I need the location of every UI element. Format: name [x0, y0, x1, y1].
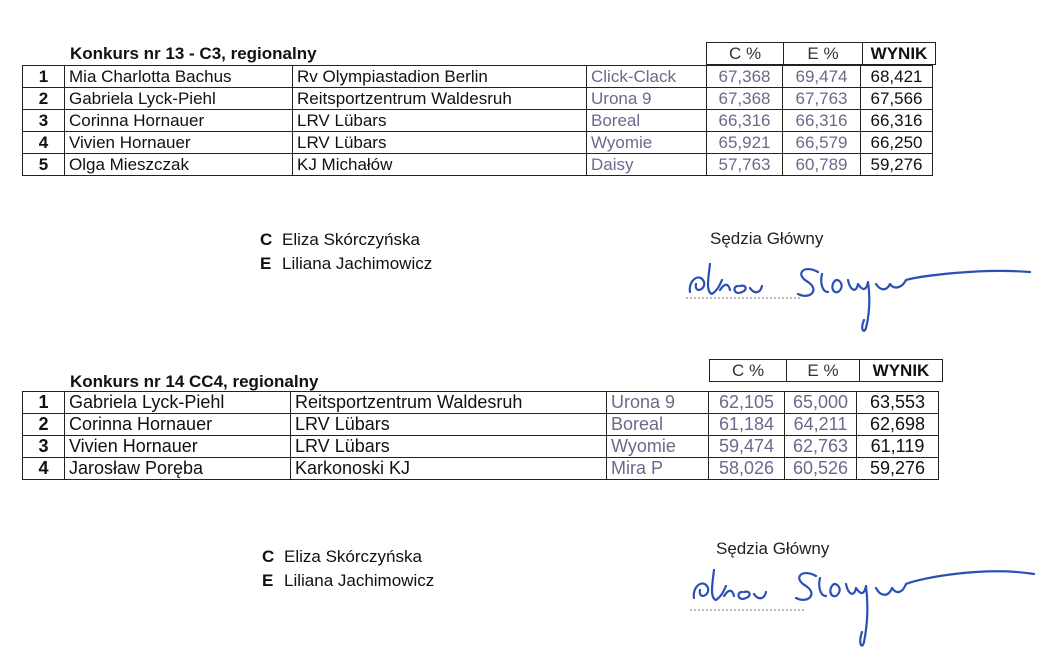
rider-cell: Corinna Hornauer: [65, 414, 291, 436]
table-row: [23, 88, 933, 110]
judge-c-letter: C: [262, 547, 275, 566]
judge-e-letter: E: [262, 571, 274, 590]
contest2-results-table: [22, 391, 939, 480]
contest2-signature: [684, 558, 1044, 658]
c-score-cell: 57,763: [707, 154, 783, 176]
rider-cell: Gabriela Lyck-Piehl: [65, 88, 293, 110]
judge-c-name: Eliza Skórczyńska: [282, 230, 420, 249]
result-cell: 62,698: [857, 414, 939, 436]
result-cell: 59,276: [861, 154, 933, 176]
c-score-cell: 67,368: [707, 66, 783, 88]
place-cell: 3: [23, 110, 65, 132]
result-cell: 66,250: [861, 132, 933, 154]
e-score-cell: 67,763: [783, 88, 861, 110]
table-row: [23, 154, 933, 176]
club-cell: LRV Lübars: [291, 414, 607, 436]
e-score-cell: 69,474: [783, 66, 861, 88]
judge-e-name: Liliana Jachimowicz: [282, 254, 433, 273]
contest1-signature: [680, 250, 1040, 340]
club-cell: Rv Olympiastadion Berlin: [293, 66, 587, 88]
club-cell: LRV Lübars: [293, 110, 587, 132]
contest2-title: Konkurs nr 14 CC4, regionalny: [70, 372, 319, 391]
place-cell: 4: [23, 458, 65, 480]
table-row: [23, 132, 933, 154]
table-row: [23, 414, 939, 436]
e-score-cell: 66,316: [783, 110, 861, 132]
e-score-cell: 60,789: [783, 154, 861, 176]
horse-cell: Wyomie: [607, 436, 709, 458]
contest2-header-result: WYNIK: [860, 360, 943, 382]
result-cell: 67,566: [861, 88, 933, 110]
c-score-cell: 61,184: [709, 414, 785, 436]
e-score-cell: 66,579: [783, 132, 861, 154]
contest1-judges: [260, 228, 432, 276]
rider-cell: Olga Mieszczak: [65, 154, 293, 176]
table-row: [23, 436, 939, 458]
contest1-header-e: E %: [784, 43, 863, 65]
rider-cell: Vivien Hornauer: [65, 132, 293, 154]
e-score-cell: 60,526: [785, 458, 857, 480]
place-cell: 3: [23, 436, 65, 458]
club-cell: Reitsportzentrum Waldesruh: [291, 392, 607, 414]
contest1-title: Konkurs nr 13 - C3, regionalny: [70, 44, 317, 63]
place-cell: 2: [23, 414, 65, 436]
result-cell: 63,553: [857, 392, 939, 414]
contest1-header-c: C %: [707, 43, 784, 65]
e-score-cell: 65,000: [785, 392, 857, 414]
contest2-chief-judge-label: Sędzia Główny: [716, 539, 830, 558]
horse-cell: Urona 9: [607, 392, 709, 414]
contest1-header-result: WYNIK: [863, 43, 936, 65]
rider-cell: Corinna Hornauer: [65, 110, 293, 132]
c-score-cell: 66,316: [707, 110, 783, 132]
contest1-results-table: [22, 65, 933, 176]
c-score-cell: 59,474: [709, 436, 785, 458]
place-cell: 5: [23, 154, 65, 176]
club-cell: Reitsportzentrum Waldesruh: [293, 88, 587, 110]
judge-c-letter: C: [260, 230, 273, 249]
horse-cell: Boreal: [587, 110, 707, 132]
e-score-cell: 64,211: [785, 414, 857, 436]
contest2-score-header: [709, 359, 943, 382]
contest1-chief-judge-label: Sędzia Główny: [710, 229, 824, 248]
table-row: [23, 458, 939, 480]
contest2-header-c: C %: [710, 360, 787, 382]
place-cell: 1: [23, 392, 65, 414]
club-cell: LRV Lübars: [291, 436, 607, 458]
rider-cell: Mia Charlotta Bachus: [65, 66, 293, 88]
result-cell: 66,316: [861, 110, 933, 132]
c-score-cell: 65,921: [707, 132, 783, 154]
horse-cell: Mira P: [607, 458, 709, 480]
e-score-cell: 62,763: [785, 436, 857, 458]
rider-cell: Vivien Hornauer: [65, 436, 291, 458]
c-score-cell: 67,368: [707, 88, 783, 110]
table-row: [23, 66, 933, 88]
horse-cell: Click-Clack: [587, 66, 707, 88]
judge-e-name: Liliana Jachimowicz: [284, 571, 435, 590]
table-row: [23, 392, 939, 414]
result-cell: 59,276: [857, 458, 939, 480]
result-cell: 61,119: [857, 436, 939, 458]
c-score-cell: 62,105: [709, 392, 785, 414]
c-score-cell: 58,026: [709, 458, 785, 480]
place-cell: 1: [23, 66, 65, 88]
club-cell: KJ Michałów: [293, 154, 587, 176]
club-cell: Karkonoski KJ: [291, 458, 607, 480]
contest1-score-header: [706, 42, 936, 65]
contest2-header-e: E %: [787, 360, 860, 382]
result-cell: 68,421: [861, 66, 933, 88]
rider-cell: Gabriela Lyck-Piehl: [65, 392, 291, 414]
place-cell: 4: [23, 132, 65, 154]
judge-c-name: Eliza Skórczyńska: [284, 547, 422, 566]
rider-cell: Jarosław Poręba: [65, 458, 291, 480]
table-row: [23, 110, 933, 132]
judge-e-letter: E: [260, 254, 272, 273]
horse-cell: Boreal: [607, 414, 709, 436]
horse-cell: Urona 9: [587, 88, 707, 110]
horse-cell: Wyomie: [587, 132, 707, 154]
place-cell: 2: [23, 88, 65, 110]
horse-cell: Daisy: [587, 154, 707, 176]
contest2-judges: [262, 545, 434, 593]
club-cell: LRV Lübars: [293, 132, 587, 154]
